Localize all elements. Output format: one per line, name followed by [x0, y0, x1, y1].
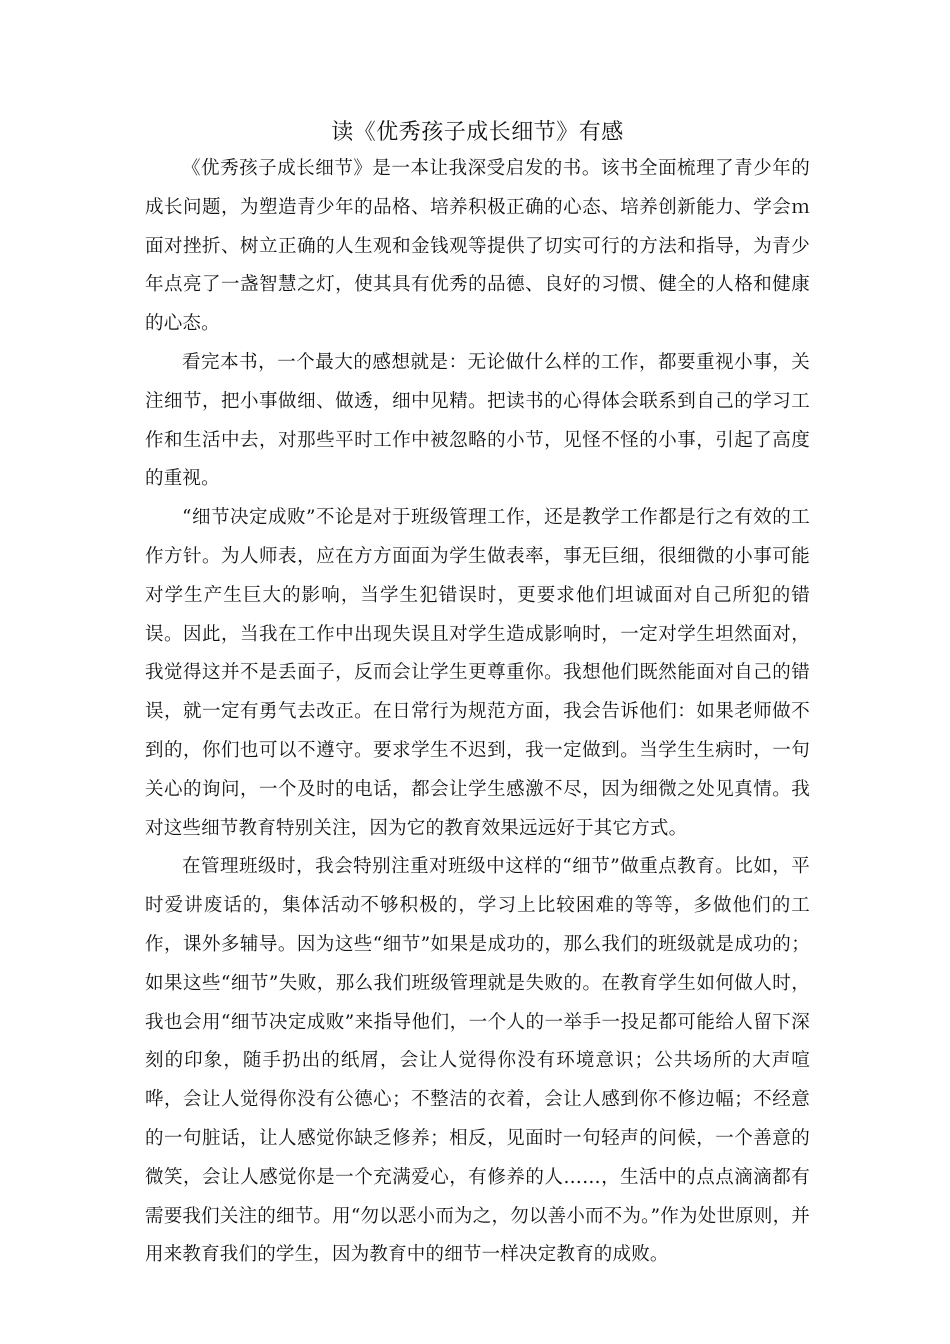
paragraph-2: 看完本书，一个最大的感想就是：无论做什么样的工作，都要重视小事，关注细节，把小事做细、做透，细中见精。把读书的心得体会联系到自己的学习工作和生活中去，对那些平时工作中被忽略的小节，见怪不怪的小事，引起了高度的重视。	[145, 351, 810, 490]
document-page	[145, 118, 810, 1275]
paragraph-1: 《优秀孩子成长细节》是一本让我深受启发的书。该书全面梳理了青少年的成长问题，为塑造青少年的品格、培养积极正确的心态、培养创新能力、学会ｍ面对挫折、树立正确的人生观和金钱观等提供了切实可行的方法和指导，为青少年点亮了一盏智慧之灯，使其具有优秀的品德、良好的习惯、健全的人格和健康的心态。	[145, 158, 810, 335]
paragraph-4: 在管理班级时，我会特别注重对班级中这样的“细节”做重点教育。比如，平时爱讲废话的，集体活动不够积极的，学习上比较困难的等等，多做他们的工作，课外多辅导。因为这些“细节”如果是成功的，那么我们的班级就是成功的；如果这些“细节”失败，那么我们班级管理就是失败的。在教育学生如何做人时，我也会用“细节决定成败”来指导他们，一个人的一举手一投足都可能给人留下深刻的印象，随手扔出的纸屑，会让人觉得你没有环境意识；公共场所的大声喧哗，会让人觉得你没有公德心；不整洁的衣着，会让人感到你不修边幅；不经意的一句脏话，让人感觉你缺乏修养；相反，见面时一句轻声的问候，一个善意的微笑，会让人感觉你是一个充满爱心，有修养的人……，生活中的点点滴滴都有需要我们关注的细节。用“勿以恶小而为之，勿以善小而不为。”作为处世原则，并用来教育我们的学生，因为教育中的细节一样决定教育的成败。	[145, 856, 810, 1266]
paragraph-3: “细节决定成败”不论是对于班级管理工作，还是教学工作都是行之有效的工作方针。为人师表，应在方方面面为学生做表率，事无巨细，很细微的小事可能对学生产生巨大的影响，当学生犯错误时，更要求他们坦诚面对自己所犯的错误。因此，当我在工作中出现失误且对学生造成影响时，一定对学生坦然面对，我觉得这并不是丢面子，反而会让学生更尊重你。我想他们既然能面对自己的错误，就一定有勇气去改正。在日常行为规范方面，我会告诉他们：如果老师做不到的，你们也可以不遵守。要求学生不迟到，我一定做到。当学生生病时，一句关心的询问，一个及时的电话，都会让学生感激不尽，因为细微之处见真情。我对这些细节教育特别关注，因为它的教育效果远远好于其它方式。	[145, 507, 810, 839]
document-title: 读《优秀孩子成长细节》有感	[331, 120, 624, 145]
